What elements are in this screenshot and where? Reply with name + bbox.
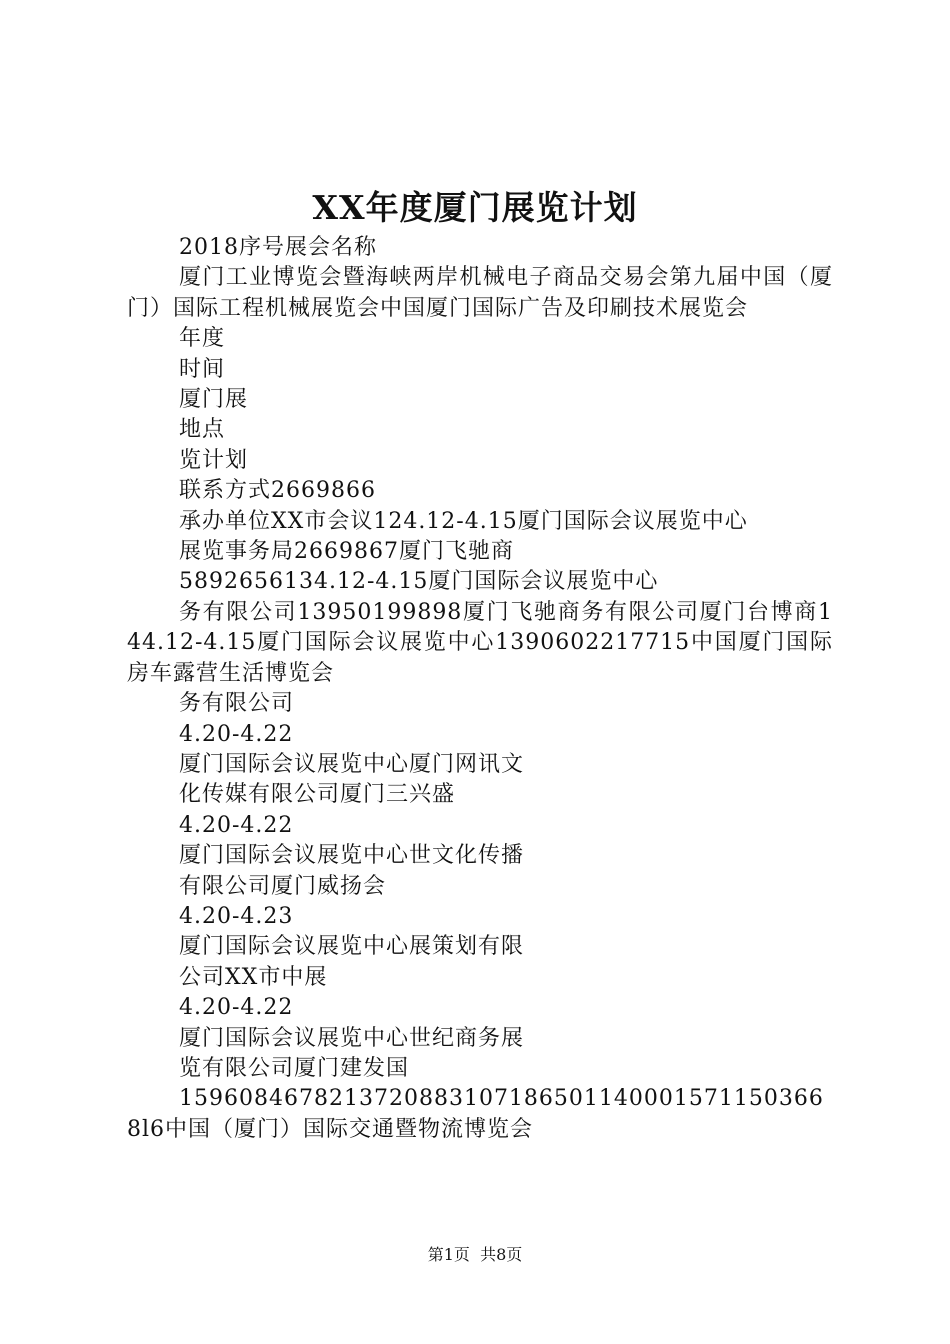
paragraph: 务有限公司 (179, 691, 295, 717)
paragraph: 厦门国际会议展览中心世文化传播 (179, 843, 525, 869)
paragraph: 厦门国际会议展览中心展策划有限 (179, 934, 525, 960)
paragraph: 4.20-4.22 (179, 995, 294, 1021)
paragraph: 地点 (179, 417, 226, 443)
document-body (127, 233, 833, 1145)
paragraph: 4.20-4.22 (179, 812, 294, 838)
paragraph: 4.20-4.23 (179, 903, 294, 929)
paragraph: 时间 (179, 356, 226, 382)
paragraph: 厦门国际会议展览中心厦门网讯文 (179, 751, 525, 777)
paragraph: 4.20-4.22 (179, 721, 294, 747)
paragraph: 厦门展 (179, 387, 249, 413)
paragraph: 承办单位XX市会议124.12-4.15厦门国际会议展览中心 (179, 508, 748, 534)
paragraph: 览有限公司厦门建发国 (179, 1055, 410, 1081)
paragraph: 厦门工业博览会暨海峡两岸机械电子商品交易会第九届中国（厦门）国际工程机械展览会中国厦门国际广告及印刷技术展览会 (127, 265, 833, 321)
paragraph: 展览事务局2669867厦门飞驰商 (179, 539, 514, 565)
page-footer (0, 1243, 950, 1267)
paragraph: 年度 (179, 326, 226, 352)
paragraph: 览计划 (179, 447, 249, 473)
paragraph: 5892656134.12-4.15厦门国际会议展览中心 (179, 569, 659, 595)
paragraph: 联系方式2669866 (179, 478, 376, 504)
paragraph: 2018序号展会名称 (179, 235, 377, 260)
paragraph: 化传媒有限公司厦门三兴盛 (179, 782, 456, 808)
document-title: XX年度厦门展览计划 (312, 188, 638, 227)
paragraph: 15960846782137208831071865011400015711503668l6中国（厦门）国际交通暨物流博览会 (127, 1086, 824, 1142)
paragraph: 务有限公司13950199898厦门飞驰商务有限公司厦门台博商144.12-4.15厦门国际会议展览中心1390602217715中国厦门国际房车露营生活博览会 (127, 599, 833, 686)
paragraph: 公司XX市中展 (179, 964, 328, 990)
page-number: 第1页 (427, 1245, 470, 1264)
paragraph: 厦门国际会议展览中心世纪商务展 (179, 1025, 525, 1051)
page-total: 共8页 (480, 1245, 523, 1264)
paragraph: 有限公司厦门威扬会 (179, 873, 387, 899)
